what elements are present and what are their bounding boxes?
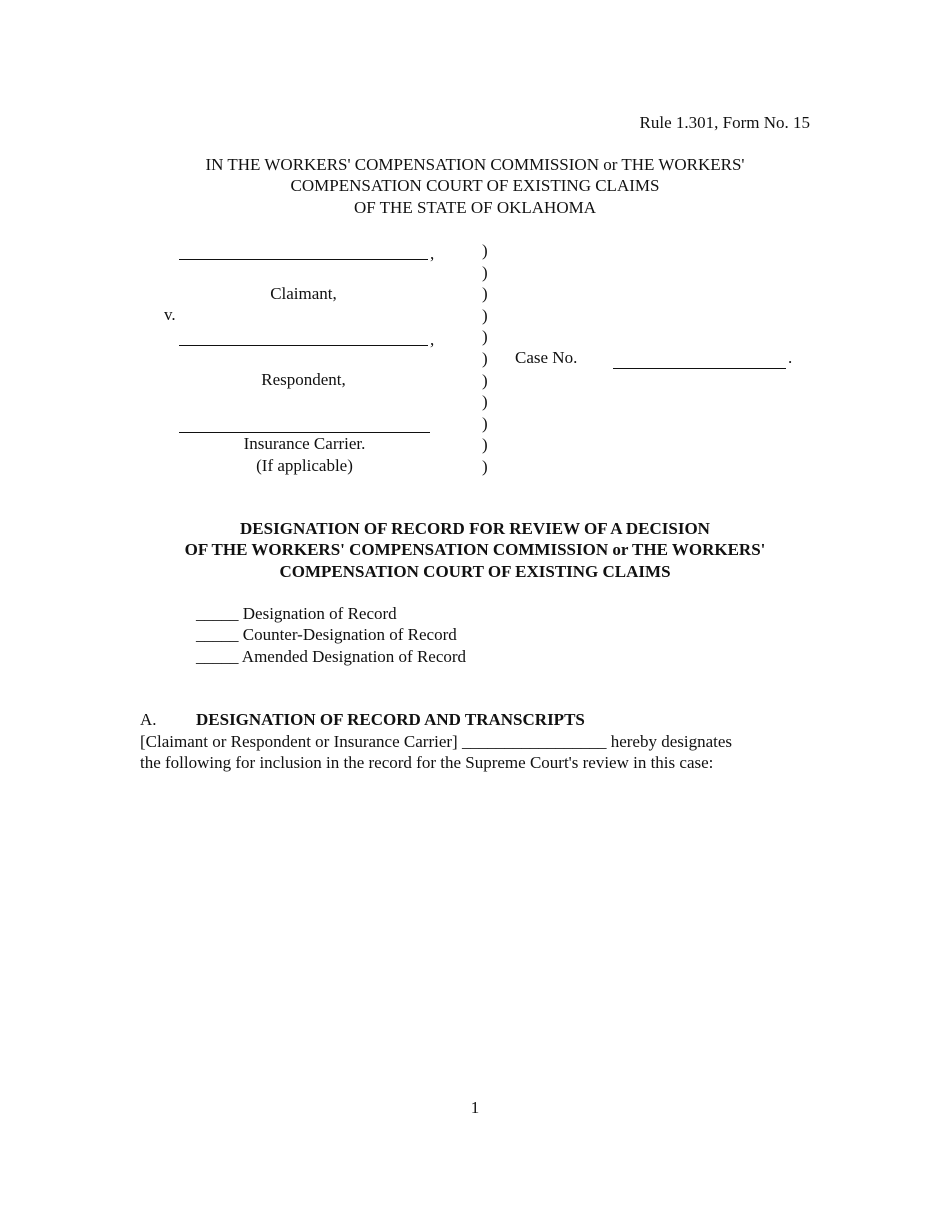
case-number-label: Case No. xyxy=(515,348,578,367)
case-number-blank[interactable] xyxy=(613,368,786,369)
section-a-body-line-2: the following for inclusion in the record for the Supreme Court's review in this case: xyxy=(140,753,714,772)
caption-paren: ) xyxy=(482,457,488,476)
claimant-label: Claimant, xyxy=(270,284,337,303)
court-heading-line-2: COMPENSATION COURT OF EXISTING CLAIMS xyxy=(290,176,660,195)
case-number-period: . xyxy=(788,348,793,367)
caption-paren: ) xyxy=(482,435,488,455)
court-heading-line-1: IN THE WORKERS' COMPENSATION COMMISSION or THE WORKERS' xyxy=(205,155,745,174)
caption-paren: ) xyxy=(482,305,488,325)
caption-paren: ) xyxy=(482,392,488,412)
option-counter-designation[interactable]: _____ Counter-Designation of Record xyxy=(196,625,457,644)
document-title-line-1: DESIGNATION OF RECORD FOR REVIEW OF A DECISION xyxy=(240,519,710,538)
respondent-name-blank[interactable] xyxy=(179,345,428,346)
caption-paren: ) xyxy=(482,349,488,368)
document-title-line-2: OF THE WORKERS' COMPENSATION COMMISSION or THE WORKERS' xyxy=(184,540,766,559)
rule-reference: Rule 1.301, Form No. 15 xyxy=(639,113,810,132)
document-title-line-3: COMPENSATION COURT OF EXISTING CLAIMS xyxy=(279,562,671,581)
caption-paren: ) xyxy=(482,241,488,260)
respondent-comma: , xyxy=(430,330,435,349)
insurance-applicable-note: (If applicable) xyxy=(256,456,353,475)
page-number: 1 xyxy=(470,1098,480,1117)
option-designation-of-record[interactable]: _____ Designation of Record xyxy=(196,604,397,623)
caption-paren: ) xyxy=(482,327,488,347)
court-heading-line-3: OF THE STATE OF OKLAHOMA xyxy=(353,198,596,217)
section-a-heading: DESIGNATION OF RECORD AND TRANSCRIPTS xyxy=(196,710,585,729)
caption-paren: ) xyxy=(482,370,488,390)
caption-paren: ) xyxy=(482,284,488,304)
section-a-letter: A. xyxy=(140,710,157,729)
caption-paren: ) xyxy=(482,413,488,433)
versus-label: v. xyxy=(164,305,176,324)
claimant-comma: , xyxy=(430,244,435,263)
caption-paren: ) xyxy=(482,262,488,282)
claimant-name-blank[interactable] xyxy=(179,259,428,260)
section-a-body-line-1: [Claimant or Respondent or Insurance Carrier] _________________ hereby designates xyxy=(140,732,733,751)
option-amended-designation[interactable]: _____ Amended Designation of Record xyxy=(196,647,467,666)
respondent-label: Respondent, xyxy=(261,370,346,389)
insurance-carrier-label: Insurance Carrier. xyxy=(243,434,366,453)
